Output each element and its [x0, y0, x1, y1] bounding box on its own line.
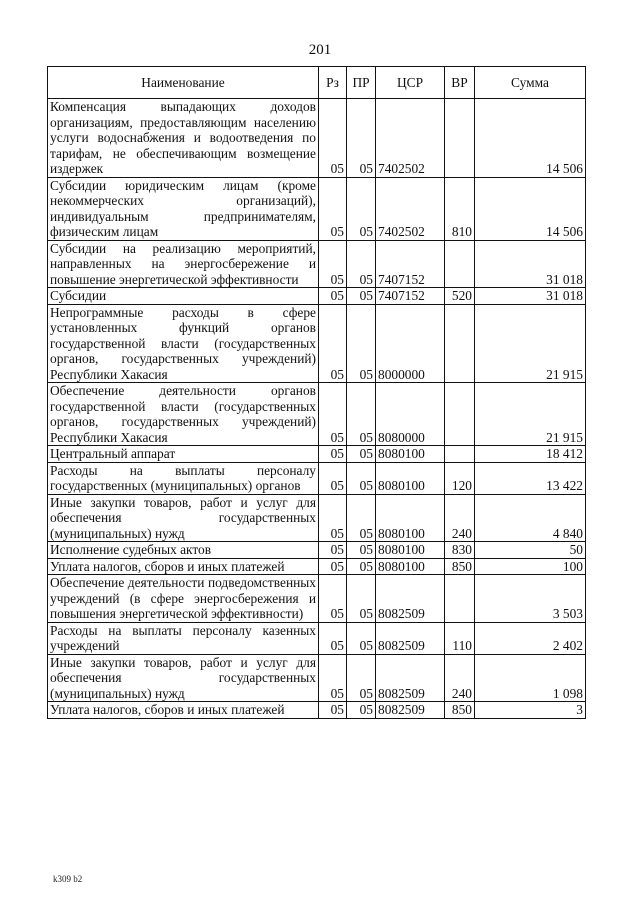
row-pr-cell: 05 [347, 462, 376, 494]
row-csr-cell: 7402502 [376, 177, 445, 240]
table-row [48, 542, 586, 559]
table-row [48, 288, 586, 305]
row-sum-cell: 2 402 [475, 622, 586, 654]
row-pr-cell: 05 [347, 702, 376, 719]
row-csr-cell: 8080100 [376, 542, 445, 559]
row-name-cell: Непрограммные расходы в сфере установленных функций органов государственной власти (государственных органов, государственных учреждений) Республики Хакасия [48, 304, 319, 383]
row-rz-cell: 05 [319, 240, 347, 288]
row-rz-cell: 05 [319, 542, 347, 559]
row-pr-cell: 05 [347, 654, 376, 702]
row-pr-cell: 05 [347, 575, 376, 623]
row-vr-cell: 120 [445, 462, 475, 494]
row-name-cell: Уплата налогов, сборов и иных платежей [48, 702, 319, 719]
row-vr-cell: 240 [445, 654, 475, 702]
row-pr-cell: 05 [347, 622, 376, 654]
row-sum-cell: 50 [475, 542, 586, 559]
row-rz-cell: 05 [319, 702, 347, 719]
row-sum-cell: 21 915 [475, 304, 586, 383]
row-csr-cell: 8080100 [376, 446, 445, 463]
row-name-cell: Иные закупки товаров, работ и услуг для обеспечения государственных (муниципальных) нужд [48, 494, 319, 542]
row-name-cell: Расходы на выплаты персоналу государственных (муниципальных) органов [48, 462, 319, 494]
row-sum-cell: 1 098 [475, 654, 586, 702]
row-pr-cell: 05 [347, 240, 376, 288]
row-rz-cell: 05 [319, 622, 347, 654]
row-vr-cell: 850 [445, 702, 475, 719]
column-header-csr: ЦСР [376, 67, 445, 99]
row-csr-cell: 8082509 [376, 575, 445, 623]
table-row [48, 702, 586, 719]
table-row [48, 99, 586, 178]
row-rz-cell: 05 [319, 558, 347, 575]
row-sum-cell: 4 840 [475, 494, 586, 542]
row-csr-cell: 8082509 [376, 622, 445, 654]
table-header-row [48, 67, 586, 99]
row-csr-cell: 8082509 [376, 702, 445, 719]
row-pr-cell: 05 [347, 383, 376, 446]
row-csr-cell: 8080100 [376, 494, 445, 542]
row-name-cell: Исполнение судебных актов [48, 542, 319, 559]
row-csr-cell: 8082509 [376, 654, 445, 702]
column-header-vr: ВР [445, 67, 475, 99]
row-rz-cell: 05 [319, 99, 347, 178]
row-rz-cell: 05 [319, 288, 347, 305]
row-pr-cell: 05 [347, 288, 376, 305]
row-rz-cell: 05 [319, 494, 347, 542]
row-pr-cell: 05 [347, 494, 376, 542]
row-vr-cell [445, 575, 475, 623]
row-name-cell: Уплата налогов, сборов и иных платежей [48, 558, 319, 575]
row-csr-cell: 8080100 [376, 558, 445, 575]
row-csr-cell: 8080000 [376, 383, 445, 446]
table-row [48, 654, 586, 702]
row-sum-cell: 3 [475, 702, 586, 719]
row-vr-cell [445, 99, 475, 178]
row-sum-cell: 14 506 [475, 177, 586, 240]
row-csr-cell: 8080100 [376, 462, 445, 494]
row-rz-cell: 05 [319, 383, 347, 446]
row-rz-cell: 05 [319, 446, 347, 463]
table-row [48, 304, 586, 383]
row-pr-cell: 05 [347, 542, 376, 559]
row-vr-cell [445, 240, 475, 288]
table-row [48, 446, 586, 463]
row-sum-cell: 31 018 [475, 240, 586, 288]
row-vr-cell [445, 383, 475, 446]
row-csr-cell: 7407152 [376, 240, 445, 288]
row-vr-cell: 240 [445, 494, 475, 542]
row-pr-cell: 05 [347, 177, 376, 240]
row-pr-cell: 05 [347, 304, 376, 383]
row-sum-cell: 21 915 [475, 383, 586, 446]
row-name-cell: Иные закупки товаров, работ и услуг для обеспечения государственных (муниципальных) нужд [48, 654, 319, 702]
row-csr-cell: 7402502 [376, 99, 445, 178]
row-pr-cell: 05 [347, 558, 376, 575]
column-header-pr: ПР [347, 67, 376, 99]
row-sum-cell: 13 422 [475, 462, 586, 494]
row-vr-cell [445, 446, 475, 463]
row-rz-cell: 05 [319, 304, 347, 383]
row-sum-cell: 18 412 [475, 446, 586, 463]
row-sum-cell: 100 [475, 558, 586, 575]
row-vr-cell [445, 304, 475, 383]
row-pr-cell: 05 [347, 446, 376, 463]
row-name-cell: Расходы на выплаты персоналу казенных учреждений [48, 622, 319, 654]
row-name-cell: Центральный аппарат [48, 446, 319, 463]
row-rz-cell: 05 [319, 575, 347, 623]
row-name-cell: Компенсация выпадающих доходов организациям, предоставляющим населению услуги водоснабжения и водоотведения по тарифам, не обеспечивающим возмещение издержек [48, 99, 319, 178]
table-body [48, 99, 586, 719]
table-row [48, 622, 586, 654]
row-pr-cell: 05 [347, 99, 376, 178]
row-name-cell: Субсидии [48, 288, 319, 305]
page-number: 201 [308, 42, 332, 58]
row-sum-cell: 31 018 [475, 288, 586, 305]
row-csr-cell: 7407152 [376, 288, 445, 305]
table-row [48, 383, 586, 446]
row-csr-cell: 8000000 [376, 304, 445, 383]
table-row [48, 177, 586, 240]
budget-table [47, 66, 586, 719]
table-row [48, 558, 586, 575]
row-vr-cell: 850 [445, 558, 475, 575]
table-row [48, 462, 586, 494]
footer-code: k309 b2 [53, 874, 83, 884]
row-name-cell: Субсидии на реализацию мероприятий, направленных на энергосбережение и повышение энергетической эффективности [48, 240, 319, 288]
row-name-cell: Обеспечение деятельности подведомственных учреждений (в сфере энергосбережения и повышения энергетической эффективности) [48, 575, 319, 623]
row-rz-cell: 05 [319, 177, 347, 240]
row-rz-cell: 05 [319, 462, 347, 494]
row-vr-cell: 110 [445, 622, 475, 654]
row-vr-cell: 830 [445, 542, 475, 559]
table-row [48, 494, 586, 542]
row-vr-cell: 520 [445, 288, 475, 305]
row-name-cell: Субсидии юридическим лицам (кроме некоммерческих организаций), индивидуальным предпринимателям, физическим лицам [48, 177, 319, 240]
table-row [48, 575, 586, 623]
row-rz-cell: 05 [319, 654, 347, 702]
row-vr-cell: 810 [445, 177, 475, 240]
row-sum-cell: 3 503 [475, 575, 586, 623]
column-header-sum: Сумма [475, 67, 586, 99]
row-sum-cell: 14 506 [475, 99, 586, 178]
table-row [48, 240, 586, 288]
column-header-rz: Рз [319, 67, 347, 99]
column-header-name: Наименование [48, 67, 319, 99]
row-name-cell: Обеспечение деятельности органов государственной власти (государственных органов, государственных учреждений) Республики Хакасия [48, 383, 319, 446]
